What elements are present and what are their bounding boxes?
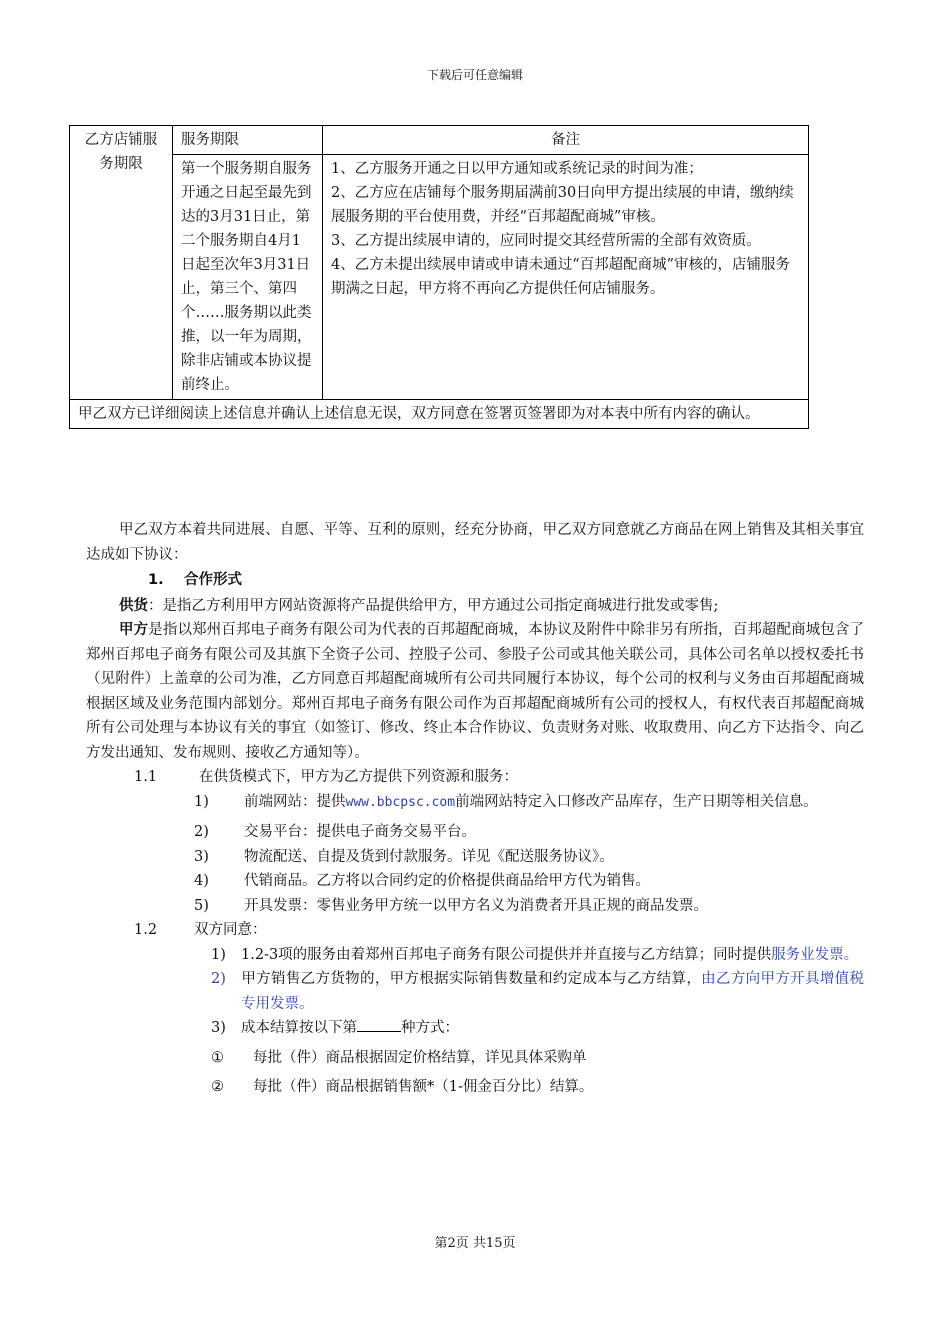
list-item — [86, 943, 864, 968]
col-notes-header: 备注 — [323, 126, 809, 155]
party-a-def-text: 是指以郑州百邦电子商务有限公司为代表的百邦超配商城，本协议及附件中除非另有所指，百邦超配商城包含了郑州百邦电子商务有限公司及其旗下全资子公司、控股子公司、参股子公司或其他关联公司，具体公司名单以授权委托书（见附件）上盖章的公司为准，乙方同意百邦超配商城所有公司共同履行本协议，每个公司的权利与义务由百邦超配商城根据区域及业务范围内部划分。郑州百邦电子商务有限公司作为百邦超配商城所有公司的授权人，有权代表百邦超配商城所有公司处理与本协议有关的事宜（如签订、修改、终止本合作协议、负责财务对账、收取费用、向乙方下达指令、向乙方发出通知、发布规则、接收乙方通知等）。 — [86, 622, 865, 761]
website-link[interactable]: www.bbcpsc.com — [345, 794, 456, 810]
section-number: 1. — [148, 572, 164, 588]
list-item — [86, 845, 864, 870]
supply-definition — [86, 594, 864, 619]
clause-1-1 — [86, 765, 864, 790]
item-number: 3) — [194, 848, 209, 865]
item-text: 成本结算按以下第 — [241, 1020, 357, 1036]
item-text: 每批（件）商品根据固定价格结算，详见具体采购单 — [253, 1049, 587, 1066]
confirm-text: 甲乙双方已详细阅读上述信息并确认上述信息无误，双方同意在签署页签署即为对本表中所有内容的确认。 — [70, 400, 809, 429]
clause-1-2 — [86, 918, 864, 943]
list-item — [86, 869, 864, 894]
item-text: 每批（件）商品根据销售额*（1-佣金百分比）结算。 — [253, 1079, 594, 1095]
list-item — [86, 820, 864, 845]
item-text: 前端网站特定入口修改产品库存，生产日期等相关信息。 — [455, 793, 818, 810]
item-number: 5) — [194, 897, 209, 914]
row-label: 乙方店铺服务期限 — [70, 126, 173, 400]
list-item — [86, 894, 864, 919]
item-number: 2) — [194, 824, 209, 840]
note-item: 2、乙方应在店铺每个服务期届满前30日向甲方提出续展的申请，缴纳续展服务期的平台使用费，并经“百邦超配商城”审核。 — [331, 185, 794, 225]
item-text: 交易平台：提供电子商务交易平台。 — [244, 824, 476, 840]
list-item — [86, 1075, 864, 1100]
service-period-table — [69, 125, 809, 429]
item-highlight: 由乙方向甲方开具增值税专用发票。 — [241, 971, 865, 1012]
section-heading — [86, 568, 864, 593]
party-a-definition — [86, 618, 864, 765]
list-item — [86, 1046, 864, 1071]
item-number: ② — [211, 1079, 224, 1095]
fill-blank[interactable] — [357, 1017, 401, 1032]
party-a-term: 甲方 — [119, 622, 149, 638]
notes-cell — [323, 155, 809, 400]
supply-def-text: ：是指乙方利用甲方网站资源将产品提供给甲方，甲方通过公司指定商城进行批发或零售; — [148, 597, 719, 614]
item-number: 4) — [194, 873, 209, 889]
item-highlight: 服务业发票。 — [771, 946, 859, 963]
item-text: 开具发票：零售业务甲方统一以甲方名义为消费者开具正规的商品发票。 — [244, 897, 708, 914]
list-item — [86, 967, 864, 1016]
item-text: 物流配送、自提及货到付款服务。详见《配送服务协议》。 — [244, 848, 614, 865]
clause-text: 双方同意： — [194, 922, 267, 938]
item-number: ① — [211, 1049, 224, 1066]
item-text: 甲方销售乙方货物的，甲方根据实际销售数量和约定成本与乙方结算， — [241, 971, 702, 987]
item-text: 种方式： — [401, 1020, 459, 1036]
item-number: 1) — [211, 946, 226, 963]
item-text: 1.2-3项的服务由着郑州百邦电子商务有限公司提供并并直接与乙方结算；同时提供 — [241, 946, 772, 963]
item-number: 2) — [211, 971, 226, 987]
clause-number: 1.2 — [134, 922, 158, 938]
section-title: 合作形式 — [184, 572, 242, 588]
page-footer: 第2页 共15页 — [434, 1236, 516, 1251]
clause-text: 在供货模式下，甲方为乙方提供下列资源和服务： — [199, 769, 518, 785]
note-item: 4、乙方未提出续展申请或申请未通过“百邦超配商城”审核的，店铺服务期满之日起，甲方将不再向乙方提供任何店铺服务。 — [331, 257, 791, 297]
intro-paragraph: 甲乙双方本着共同进展、自愿、平等、互利的原则，经充分协商，甲乙双方同意就乙方商品在网上销售及其相关事宜达成如下协议： — [86, 522, 864, 563]
item-number: 1) — [194, 793, 209, 810]
col-period-header: 服务期限 — [173, 126, 323, 155]
supply-term: 供货 — [119, 597, 148, 614]
item-number: 3) — [211, 1020, 226, 1036]
agreement-body — [86, 518, 864, 1100]
clause-number: 1.1 — [134, 769, 158, 785]
list-item — [86, 790, 864, 816]
list-item — [86, 1016, 864, 1041]
note-item: 1、乙方服务开通之日以甲方通知或系统记录的时间为准； — [331, 161, 703, 177]
item-text: 代销商品。乙方将以合同约定的价格提供商品给甲方代为销售。 — [244, 873, 650, 889]
note-item: 3、乙方提出续展申请的，应同时提交其经营所需的全部有效资质。 — [331, 233, 761, 249]
period-text: 第一个服务期自服务开通之日起至最先到达的3月31日止，第二个服务期自4月1日起至次年3月31日止，第三个、第四个……服务期以此类推，以一年为周期，除非店铺或本协议提前终止。 — [173, 155, 323, 400]
item-text: 前端网站：提供 — [244, 793, 346, 810]
page-header: 下载后可任意编辑 — [426, 68, 523, 82]
